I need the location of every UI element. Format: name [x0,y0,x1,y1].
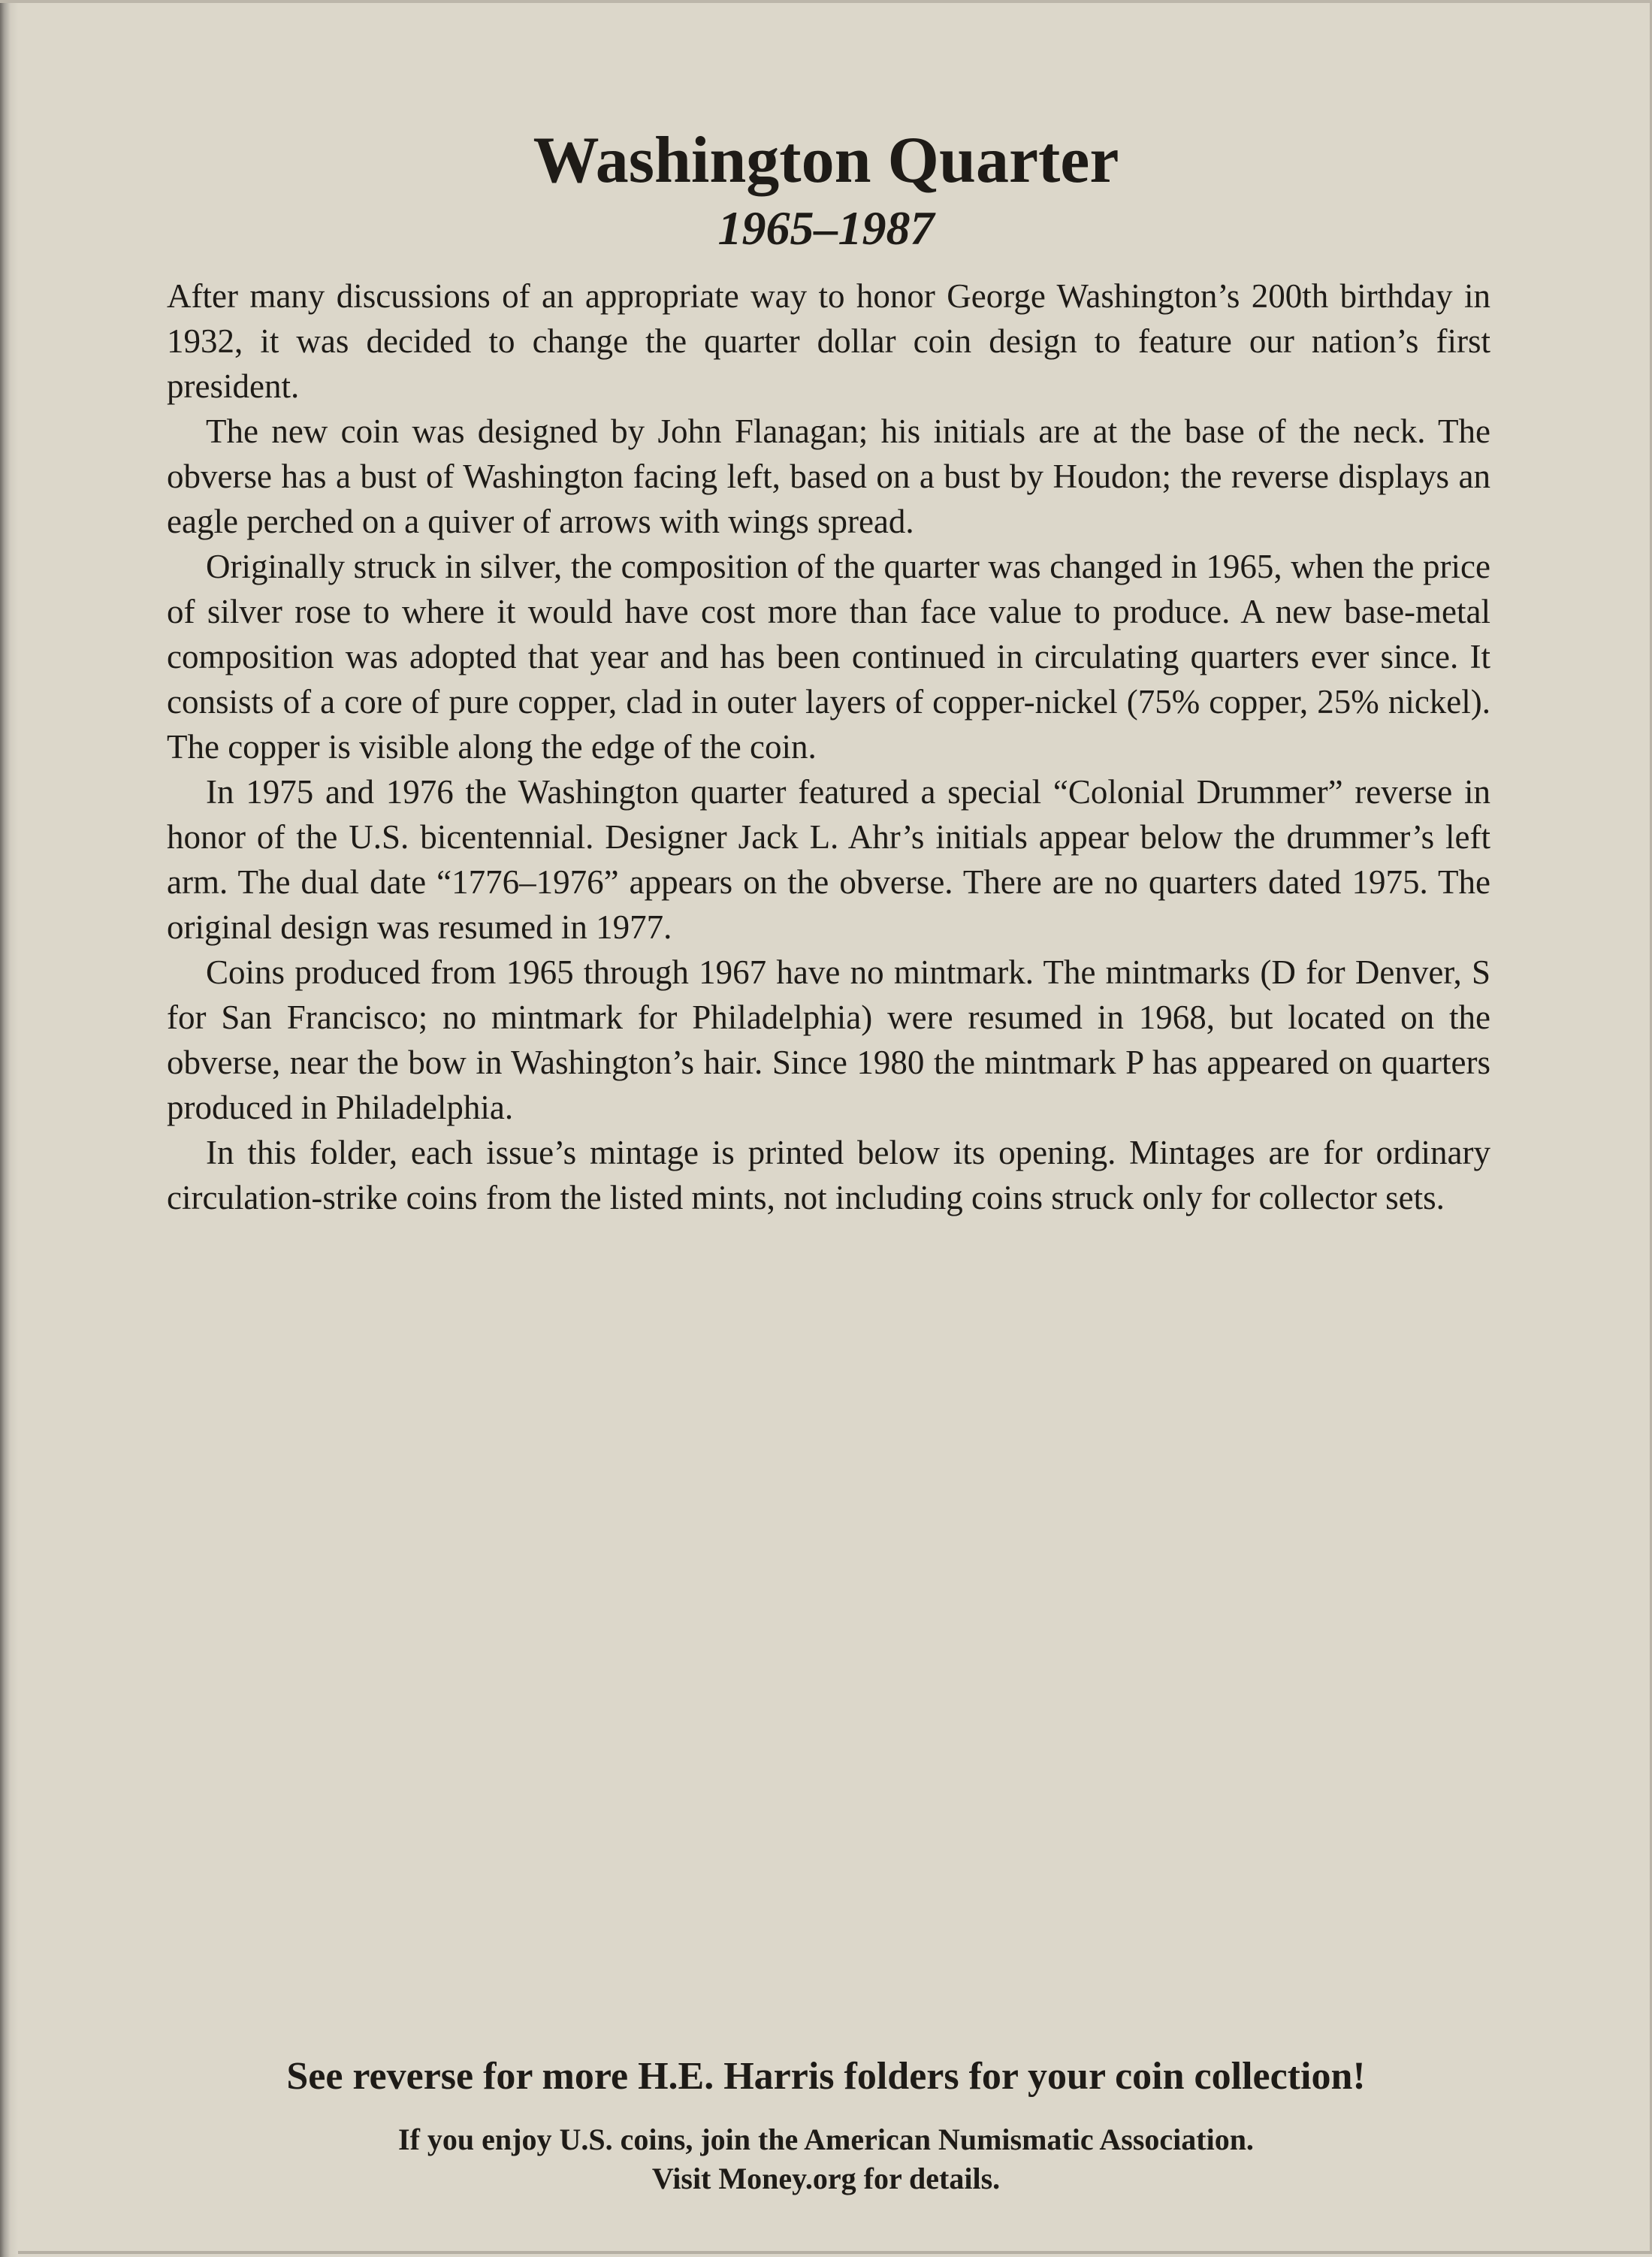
paragraph-mintmarks: Coins produced from 1965 through 1967 have no mintmark. The mintmarks (D for Denver, S for San Francisco; no mintmark for Philadelphia) were resumed in 1968, but located on the obverse, near the bow in Washington’s hair. Since 1980 the mintmark P has appeared on quarters produced in Philadelphia. [167,953,1490,1126]
paragraph-composition: Originally struck in silver, the composition of the quarter was changed in 1965, when the price of silver rose to where it would have cost more than face value to produce. A new base-metal composition was adopted that year and has been continued in circulating quarters ever since. It consists of a core of pure copper, clad in outer layers of copper-nickel (75% copper, 25% nickel). The copper is visible along the edge of the coin. [167,548,1490,766]
date-range: 1965–1987 [717,201,935,255]
paragraph-bicentennial: In 1975 and 1976 the Washington quarter featured a special “Colonial Drummer” reverse in honor of the U.S. bicentennial. Designer Jack L. Ahr’s initials appear below the drummer’s left arm. The dual date “1776–1976” appears on the obverse. There are no quarters dated 1975. The original design was resumed in 1977. [167,773,1490,946]
ana-line-2: Visit Money.org for details. [651,2162,1001,2195]
history-text [167,273,1490,1220]
paragraph-design: The new coin was designed by John Flanagan; his initials are at the base of the neck. The obverse has a bust of Washington facing left, based on a bust by Houdon; the reverse displays an eagle perched on a quiver of arrows with wings spread. [167,412,1490,540]
ana-line-1: If you enjoy U.S. coins, join the American Numismatic Association. [398,2123,1254,2156]
page-title: Washington Quarter [533,124,1119,197]
ana-notice [0,2120,1652,2198]
paragraph-intro: After many discussions of an appropriate way to honor George Washington’s 200th birthday in 1932, it was decided to change the quarter dollar coin design to feature our nation’s first president. [167,277,1490,405]
paragraph-mintages: In this folder, each issue’s mintage is printed below its opening. Mintages are for ordinary circulation-strike coins from the listed mints, not including coins struck only for collector sets. [167,1134,1490,1216]
promo-line: See reverse for more H.E. Harris folders for your coin collection! [286,2055,1366,2098]
folder-spine-shadow [0,3,18,2257]
